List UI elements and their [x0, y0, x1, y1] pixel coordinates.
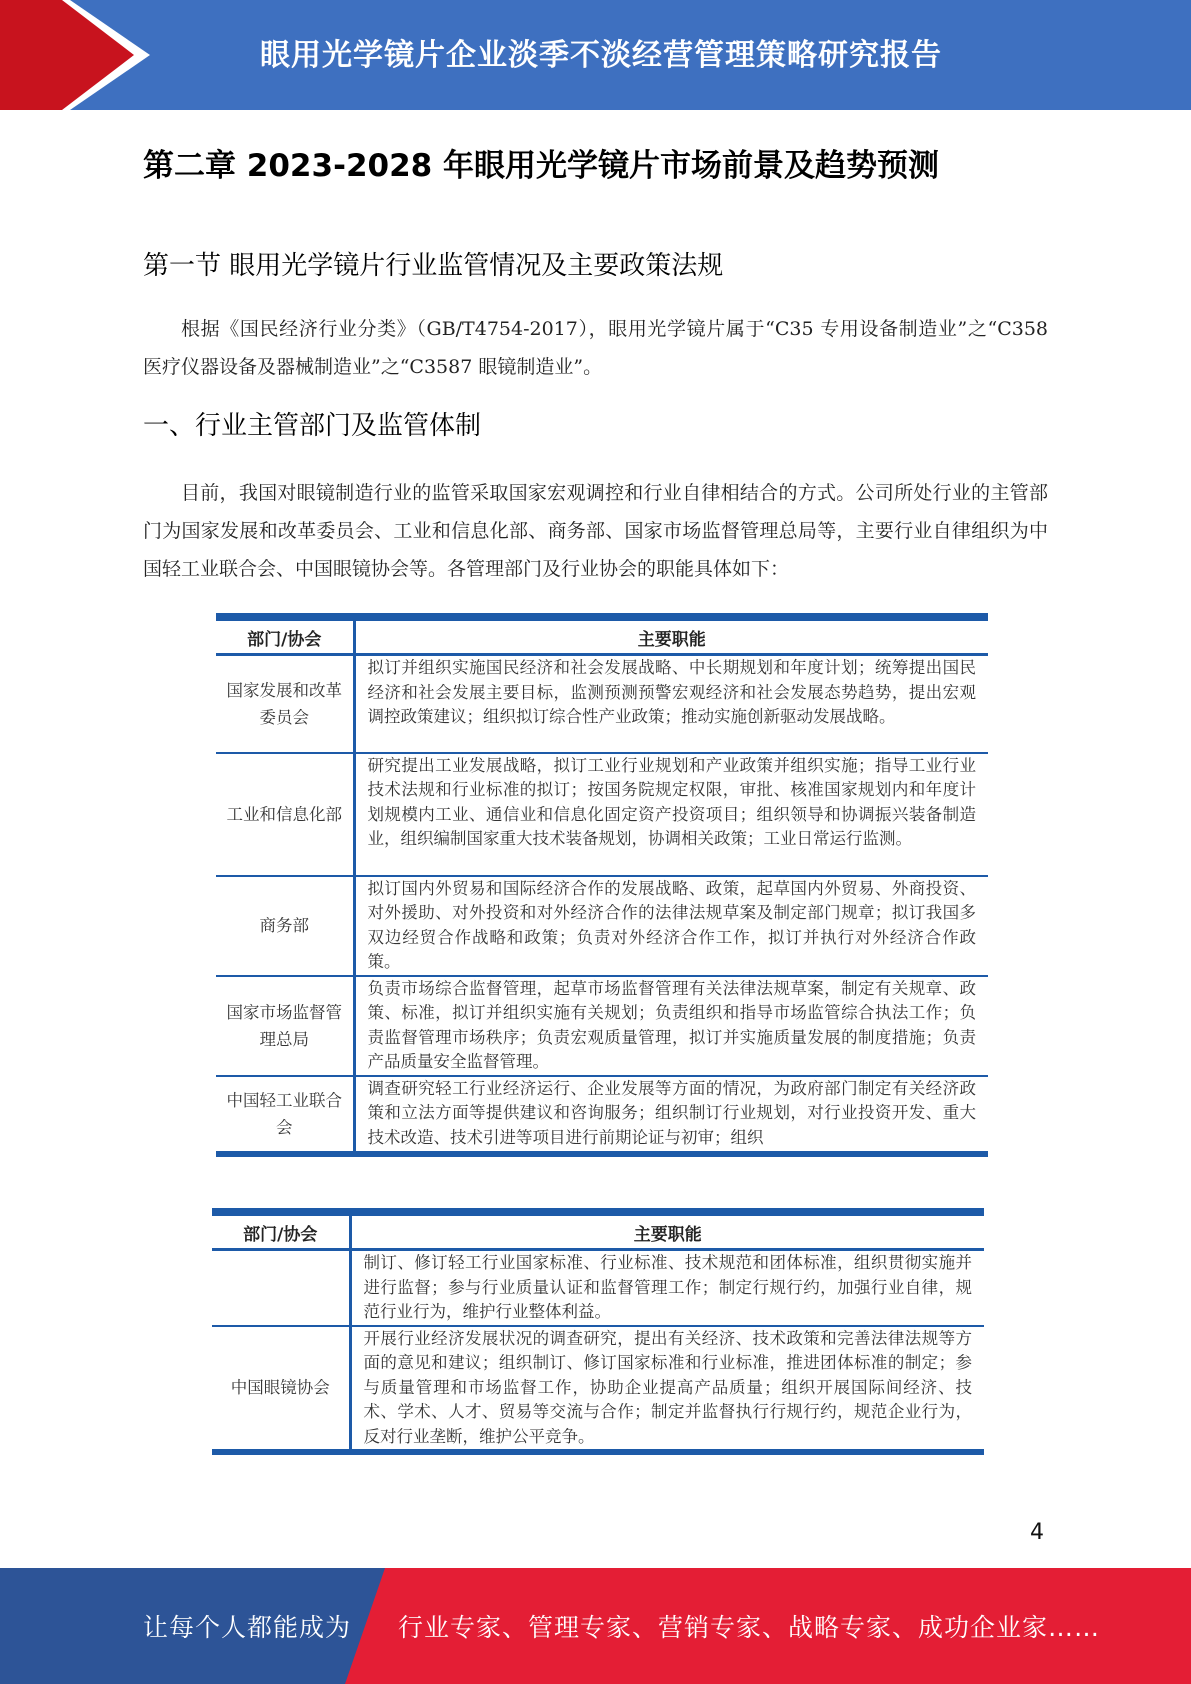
chapter-title: 第二章 2023-2028 年眼用光学镜片市场前景及趋势预测 [143, 148, 940, 184]
table-header-row [212, 1212, 984, 1250]
duty-cell: 研究提出工业发展战略，拟订工业行业规划和产业政策并组织实施；指导工业行业技术法规和行业标准的拟订；按国务院规定权限，审批、核准国家规划内和年度计划规模内工业、通信业和信息化固定资产投资项目；组织领导和协调振兴装备制造业，组织编制国家重大技术装备规划，协调相关政策；工业日常运行监测。 [354, 753, 988, 876]
dept-cell: 工业和信息化部 [216, 753, 354, 876]
table-row [216, 655, 988, 753]
table-row [212, 1250, 984, 1326]
report-title: 眼用光学镜片企业淡季不淡经营管理策略研究报告 [260, 38, 942, 73]
page-footer [0, 1568, 1191, 1684]
dept-cell: 商务部 [216, 876, 354, 976]
table-row [216, 1076, 988, 1154]
header-duty: 主要职能 [354, 617, 988, 655]
dept-cell: 中国轻工业联合会 [216, 1076, 354, 1154]
footer-slogan-right: 行业专家、管理专家、营销专家、战略专家、成功企业家…… [398, 1613, 1101, 1642]
duty-cell: 开展行业经济发展状况的调查研究，提出有关经济、技术政策和完善法律法规等方面的意见和建议；组织制订、修订国家标准和行业标准，推进团体标准的制定；参与质量管理和市场监督工作，协助企业提高产品质量；组织开展国际间经济、技术、学术、人才、贸易等交流与合作；制定并监督执行行规行约，规范企业行为，反对行业垄断，维护公平竞争。 [350, 1326, 984, 1453]
regulator-table-1 [216, 613, 988, 1157]
header-duty: 主要职能 [350, 1212, 984, 1250]
duty-cell: 拟订国内外贸易和国际经济合作的发展战略、政策，起草国内外贸易、外商投资、对外援助、对外投资和对外经济合作的法律法规草案及制定部门规章；拟订我国多双边经贸合作战略和政策；负责对外经济合作工作，拟订并执行对外经济合作政策。 [354, 876, 988, 976]
regulator-table-2 [212, 1208, 984, 1455]
table-header-row [216, 617, 988, 655]
dept-cell: 中国眼镜协会 [212, 1326, 350, 1453]
dept-cell: 国家发展和改革委员会 [216, 655, 354, 753]
table-row [216, 876, 988, 976]
page-header [0, 0, 1191, 110]
duty-cell-wrap [354, 1076, 988, 1154]
dept-cell: 国家市场监督管理总局 [216, 976, 354, 1076]
paragraph-classification: 根据《国民经济行业分类》（GB/T4754-2017），眼用光学镜片属于“C35 专用设备制造业”之“C358 医疗仪器设备及器械制造业”之“C3587 眼镜制造业”。 [143, 318, 1048, 378]
dept-cell [212, 1250, 350, 1326]
footer-slogan-left: 让每个人都能成为 [143, 1613, 352, 1642]
subheading: 一、行业主管部门及监管体制 [143, 411, 482, 441]
duty-cell: 调查研究轻工行业经济运行、企业发展等方面的情况，为政府部门制定有关经济政策和立法方面等提供建议和咨询服务；组织制订行业规划，对行业投资开发、重大技术改造、技术引进等项目进行前期论证与初审；组织 [367, 1078, 976, 1147]
duty-cell: 拟订并组织实施国民经济和社会发展战略、中长期规划和年度计划；统筹提出国民经济和社会发展主要目标，监测预测预警宏观经济和社会发展态势趋势，提出宏观调控政策建议；组织拟订综合性产业政策；推动实施创新驱动发展战略。 [354, 655, 988, 753]
header-dept: 部门/协会 [212, 1212, 350, 1250]
page-number: 4 [1030, 1520, 1044, 1545]
section-title: 第一节 眼用光学镜片行业监管情况及主要政策法规 [143, 251, 724, 281]
table-row [216, 976, 988, 1076]
duty-cell: 负责市场综合监督管理，起草市场监督管理有关法律法规草案，制定有关规章、政策、标准，拟订并组织实施有关规划；负责组织和指导市场监管综合执法工作；负责监督管理市场秩序；负责宏观质量管理，拟订并实施质量发展的制度措施；负责产品质量安全监督管理。 [354, 976, 988, 1076]
duty-cell: 制订、修订轻工行业国家标准、行业标准、技术规范和团体标准，组织贯彻实施并进行监督；参与行业质量认证和监督管理工作；制定行规行约，加强行业自律，规范行业行为，维护行业整体利益。 [350, 1250, 984, 1326]
paragraph-regulation: 目前，我国对眼镜制造行业的监管采取国家宏观调控和行业自律相结合的方式。公司所处行业的主管部门为国家发展和改革委员会、工业和信息化部、商务部、国家市场监督管理总局等，主要行业自律组织为中国轻工业联合会、中国眼镜协会等。各管理部门及行业协会的职能具体如下： [143, 482, 1048, 580]
header-dept: 部门/协会 [216, 617, 354, 655]
table-row [216, 753, 988, 876]
table-row [212, 1326, 984, 1453]
